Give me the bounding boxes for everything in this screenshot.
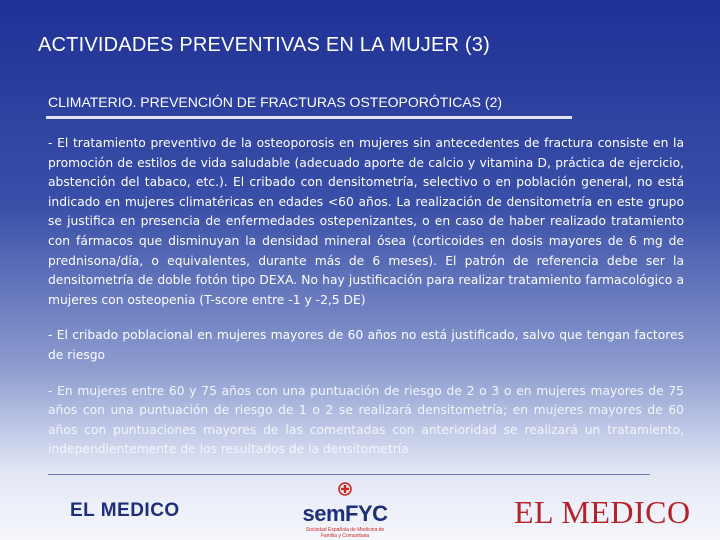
el-medico-logo-left [70, 500, 180, 522]
paragraph-prevention-treatment: - El tratamiento preventivo de la osteoporosis en mujeres sin antecedentes de fractura consiste en la promoción de estilos de vida saludable (adecuado aporte de calcio y vitamina D, práctica de ejercicio, abstención del tabaco, etc.). El cribado con densitometría, selectivo o en población general, no está indicado en mujeres climatéricas en edades <60 años. La realización de densitometría en este grupo se justifica en presencia de enfermedades ostepenizantes, o en caso de haber realizado tratamiento con fármacos que disminuyan la densidad mineral ósea (corticoides en dosis mayores de 6 mg de prednisona/día, o equivalentes, durante más de 6 meses). El patrón de referencia debe ser la densitometría de doble fotón tipo DEXA. No hay justificación para realizar tratamiento farmacológico a mujeres con osteopenia (T-score entre -1 y -2,5 DE) [48, 136, 684, 307]
semfyc-logo-subtitle: Sociedad Española de Medicina de Familia y Comunitaria [305, 527, 385, 539]
semfyc-logo-text: semFYC [302, 501, 388, 526]
paragraph-risk-score: - En mujeres entre 60 y 75 años con una puntuación de riesgo de 2 o 3 o en mujeres mayores de 75 años con una puntuación de riesgo de 1 o 2 se realizará densitometría; en mujeres mayores de 60 años con puntuaciones mayores de las comentadas con anterioridad se realizará un tratamiento, independientemente de los resultados de la densitometría [48, 383, 684, 457]
el-medico-logo-left-text: EL MEDICO [70, 500, 180, 521]
paragraph-population-screening: - El cribado poblacional en mujeres mayores de 60 años no está justificado, salvo que tengan factores de riesgo [48, 328, 684, 362]
footer-divider [48, 474, 650, 475]
subtitle-divider [46, 116, 572, 119]
semfyc-emblem-icon [336, 482, 354, 496]
el-medico-logo-right [514, 494, 691, 531]
el-medico-logo-right-text: EL MEDICO [514, 494, 691, 530]
semfyc-logo [298, 482, 392, 539]
slide-title: ACTIVIDADES PREVENTIVAS EN LA MUJER (3) [38, 34, 490, 56]
slide-subtitle: CLIMATERIO. PREVENCIÓN DE FRACTURAS OSTEOPORÓTICAS (2) [48, 94, 503, 110]
slide-body [48, 134, 684, 476]
